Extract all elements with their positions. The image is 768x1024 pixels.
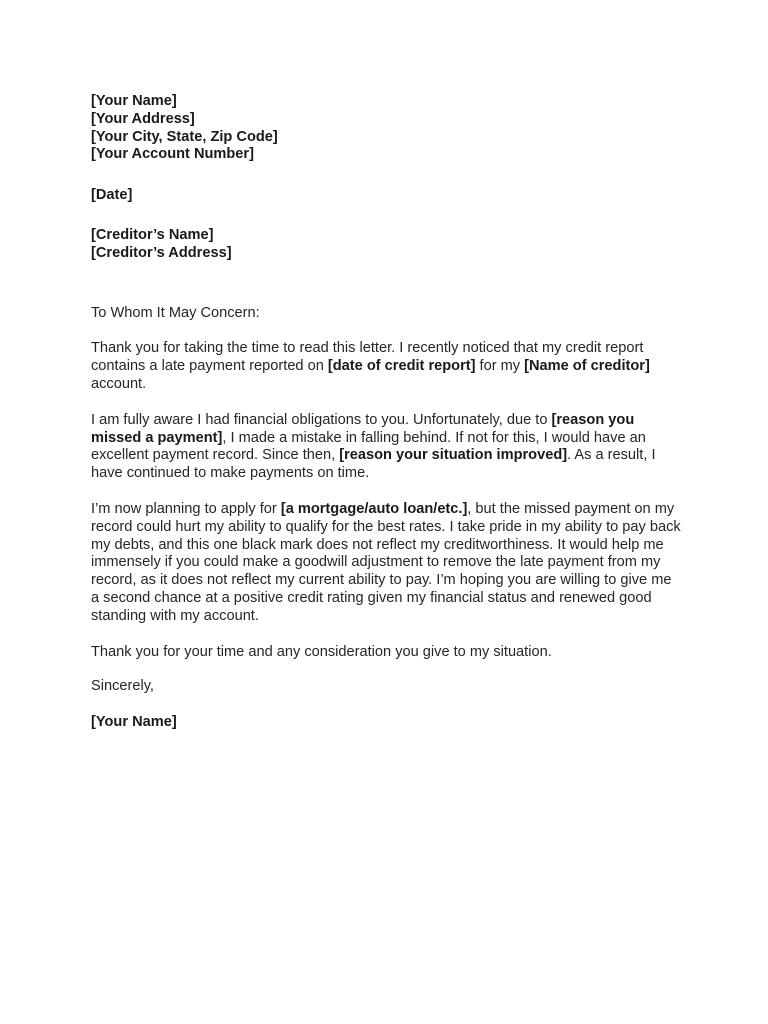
placeholder-reason-missed-payment: [reason you missed a payment] [91, 411, 635, 446]
paragraph-2-text-3: . As a result, I have continued to make payments on time. [91, 447, 656, 482]
signature: [Your Name] [91, 714, 177, 731]
paragraph-3 [91, 501, 681, 626]
letter-body [91, 93, 681, 732]
sender-account-number: [Your Account Number] [91, 146, 254, 163]
recipient-address: [Creditor’s Address] [91, 244, 232, 261]
sender-name: [Your Name] [91, 93, 177, 109]
paragraph-2-text-2: , I made a mistake in falling behind. If not for this, I would have an excellent payment record. Since then, [91, 429, 646, 464]
closing: Sincerely, [91, 678, 154, 695]
paragraph-2-text-1: I am fully aware I had financial obligations to you. Unfortunately, due to [91, 411, 552, 428]
recipient-name: [Creditor’s Name] [91, 226, 214, 243]
paragraph-1 [91, 340, 681, 393]
date-block [91, 187, 681, 205]
paragraph-1-text-2: for my [475, 358, 525, 375]
paragraph-3-text-1: I’m now planning to apply for [91, 500, 281, 517]
placeholder-reason-situation-improved: [reason your situation improved] [339, 447, 568, 464]
paragraph-4: Thank you for your time and any consideration you give to my situation. [91, 643, 552, 660]
sender-city-state-zip: [Your City, State, Zip Code] [91, 128, 278, 145]
recipient-block [91, 227, 681, 263]
letter-date: [Date] [91, 187, 133, 204]
placeholder-name-of-creditor: [Name of creditor] [524, 358, 650, 375]
paragraph-3-text-2: , but the missed payment on my record could hurt my ability to qualify for the best rates. I take pride in my ability to pay back my debts, and this one black mark does not reflect my creditworthiness. It would help me immensely if you could make a goodwill adjustment to remove the late payment from my record, as it does not reflect my current ability to pay. I’m hoping you are willing to give me a second chance at a positive credit rating given my financial status and renewed good standing with my account. [91, 500, 681, 624]
placeholder-loan-type: [a mortgage/auto loan/etc.] [280, 500, 468, 517]
sender-block [91, 93, 681, 164]
placeholder-date-of-credit-report: [date of credit report] [327, 358, 476, 375]
paragraph-1-text-3: account. [91, 375, 147, 392]
paragraph-2 [91, 412, 681, 483]
sender-address: [Your Address] [91, 110, 195, 127]
paragraph-1-text-1: Thank you for taking the time to read this letter. I recently noticed that my credit report contains a late payment reported on [91, 340, 644, 375]
salutation: To Whom It May Concern: [91, 304, 260, 321]
